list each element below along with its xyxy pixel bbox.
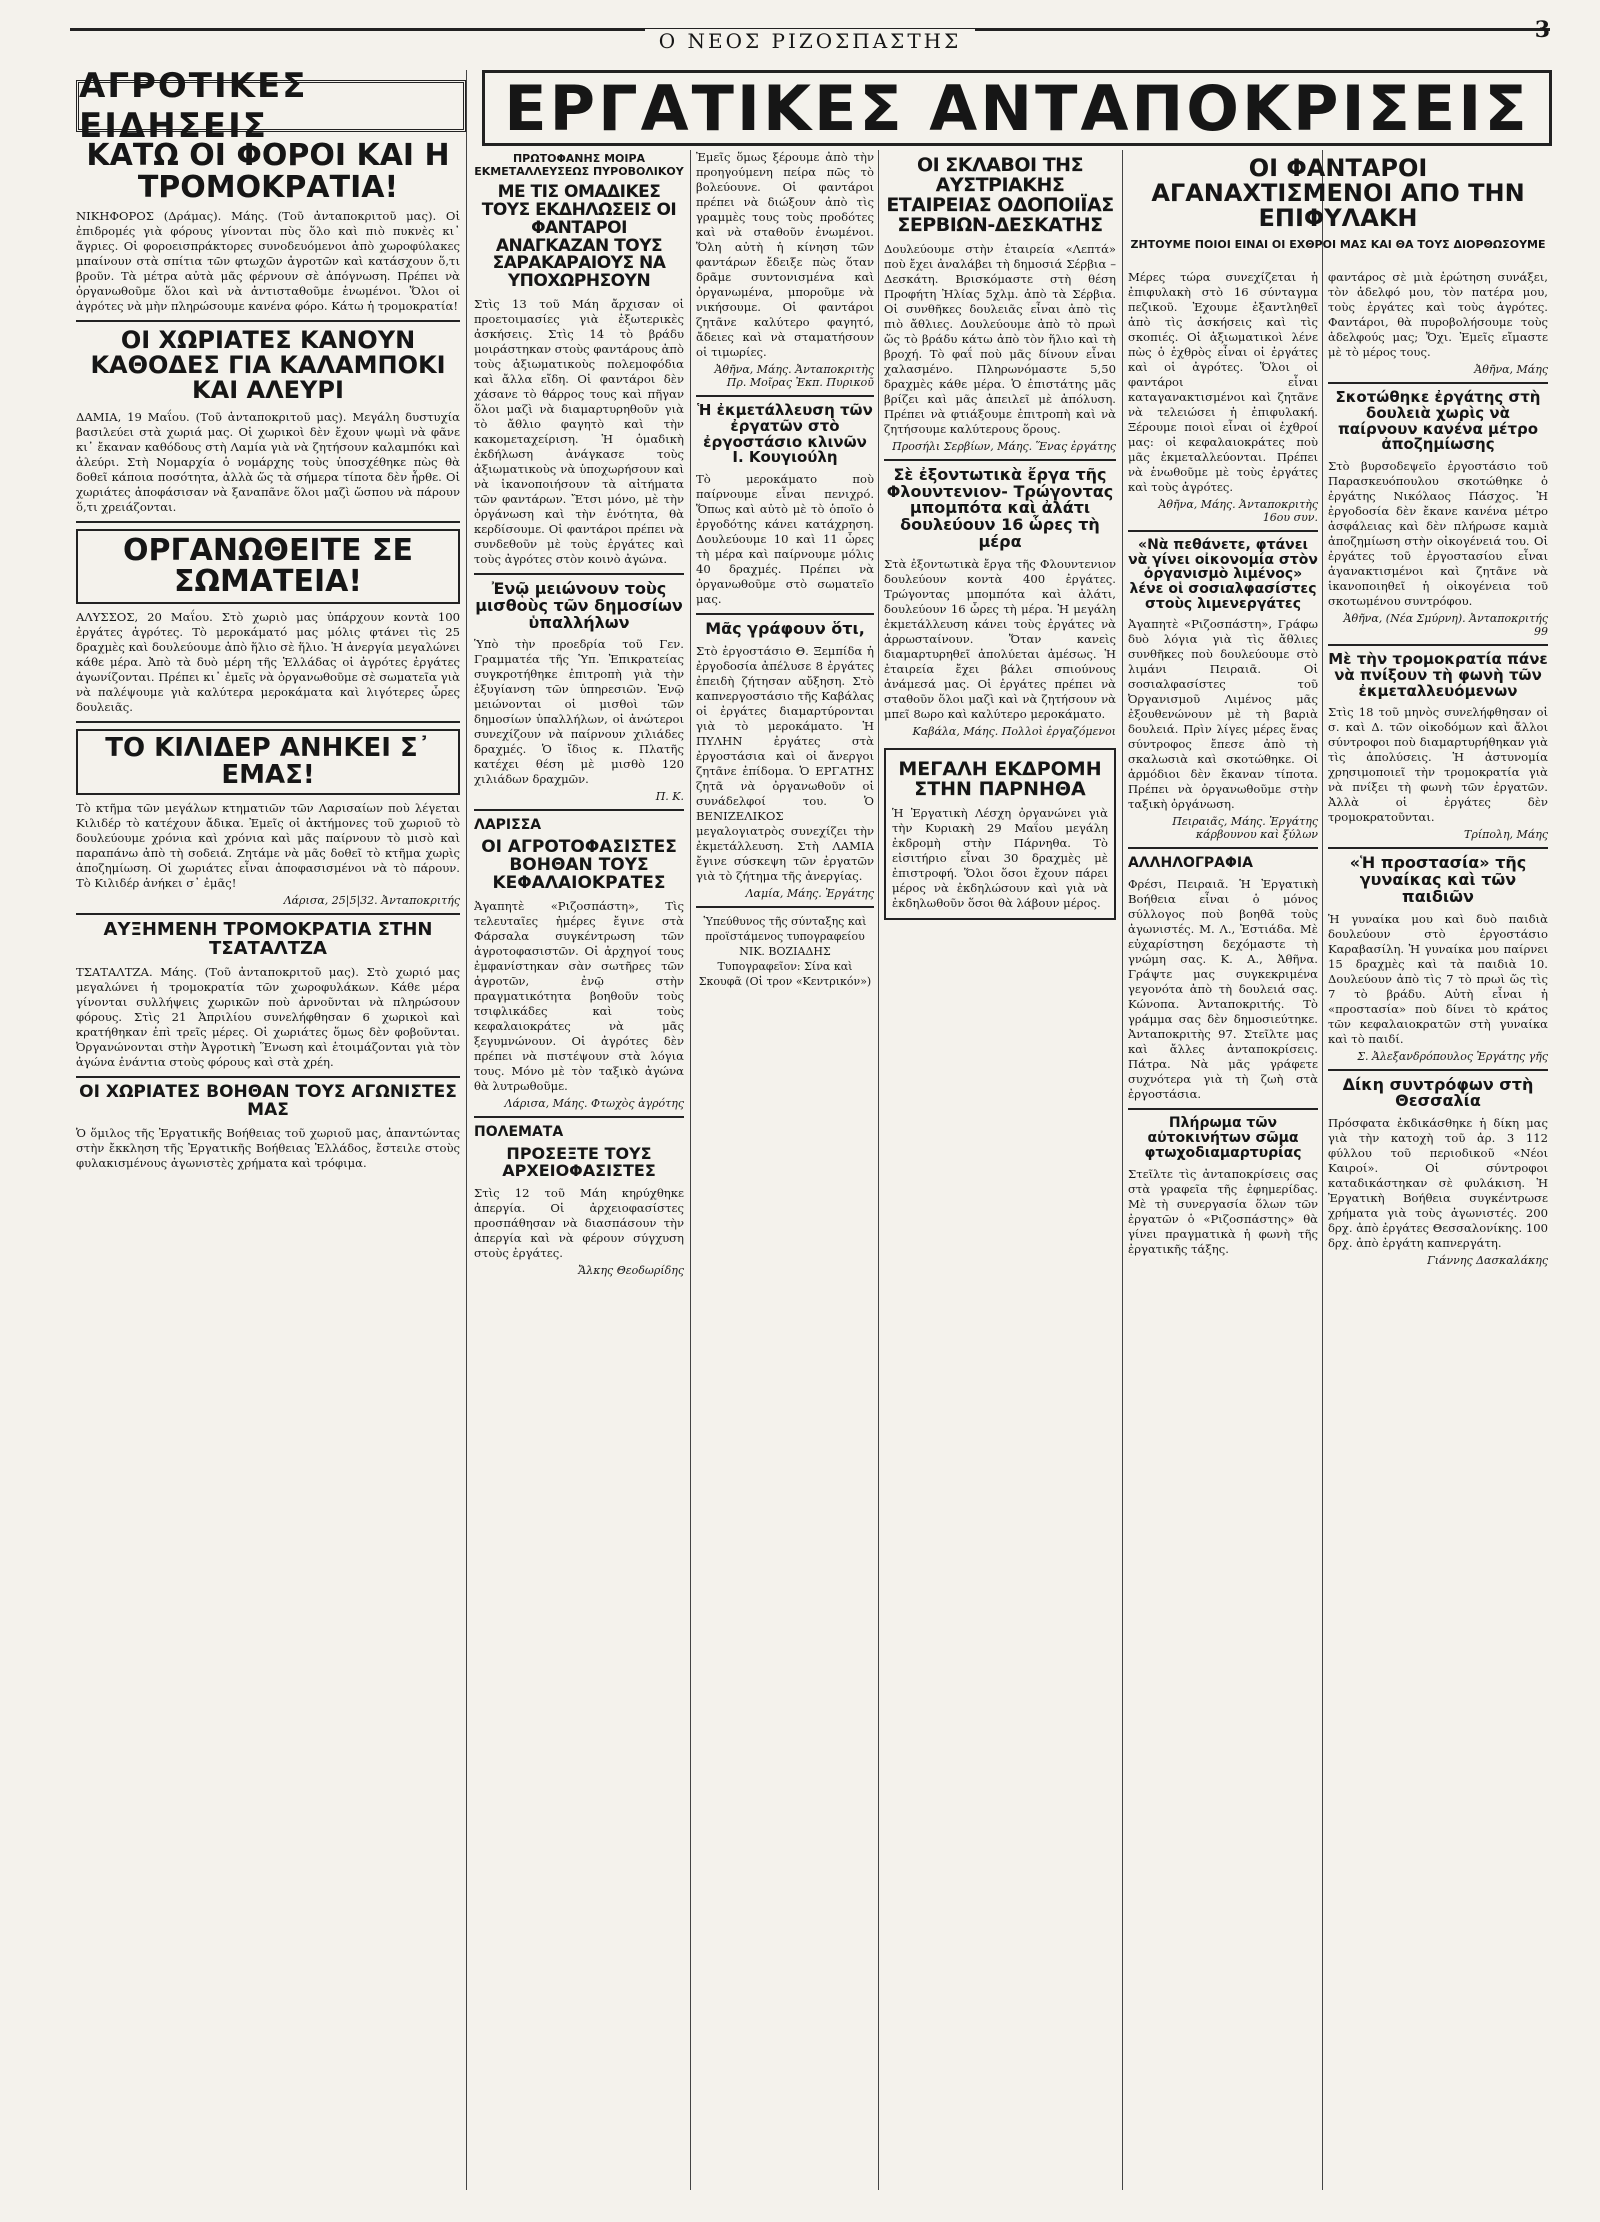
divider — [696, 906, 874, 908]
article-signature: Τρίπολη, Μάης — [1464, 828, 1548, 842]
headline: ΚΑΤΩ ΟΙ ΦΟΡΟΙ ΚΑΙ Η ΤΡΟΜΟΚΡΑΤΙΑ! — [86, 138, 450, 205]
divider — [1328, 1069, 1548, 1071]
headline: ΜΕ ΤΙΣ ΟΜΑΔΙΚΕΣ ΤΟΥΣ ΕΚΔΗΛΩΣΕΙΣ ΟΙ ΦΑΝΤΑΡΟΙ ΑΝΑΓΚΑΖΑΝ ΤΟΥΣ ΣΑΡΑΚΑΡΑΙΟΥΣ ΝΑ ΥΠΟΧΩΡΗΣΟΥΝ — [481, 182, 677, 292]
headline: Μὲ τὴν τρομοκρατία πάνε νὰ πνίξουν τὴ φωνὴ τῶν ἐκμεταλλευόμενων — [1328, 650, 1548, 700]
article-signature: Ἄλκης Θεοδωρίδης — [578, 1263, 684, 1277]
column-5 — [1128, 270, 1318, 2200]
headline: Μᾶς γράφουν ὅτι, — [705, 619, 865, 638]
headline: Σκοτώθηκε ἐργάτης στὴ δουλειὰ χωρὶς νὰ παίρνουν κανένα μέτρο ἀποζημίωσης — [1335, 388, 1541, 454]
headline: Σὲ ἐξοντωτικὰ ἔργα τῆς Φλουντενιον- Τρώγοντας μπομπότα καὶ ἀλάτι δουλεύουν 16 ὧρες τὴ μέρα — [886, 464, 1114, 551]
divider — [1328, 382, 1548, 384]
column-rule — [690, 150, 691, 2190]
divider — [1128, 847, 1318, 849]
divider — [76, 521, 460, 523]
column-rule — [1122, 150, 1123, 2190]
article-text: Τὸ μεροκάματο ποὺ παίρνουμε εἶναι πενιχρό. Ὅπως καὶ αὐτὸ μὲ τὸ ὁποῖο ὁ ἐργοδότης κάνει κατάχρηση. Δουλεύουμε 10 καὶ 11 ὧρες τὴ μέρα καὶ παίρνουμε μόλις 40 δραχμές. Πρέπει νὰ ὀργανωθοῦμε στὸ σωματεῖο μας. — [696, 472, 874, 606]
divider — [1328, 644, 1548, 646]
article-text: Στὸ ἐργοστάσιο Θ. Ξεμπίδα ἡ ἐργοδοσία ἀπέλυσε 8 ἐργάτες ἐπειδὴ ζήτησαν αὔξηση. Στὸ καπνεργοστάσιο τῆς Καβάλας οἱ ἐργάτες διαμαρτύρονται γιὰ τὸ μεροκάματο. Ἡ ΠΥΛΗΝ ἐργάτες στὰ ἐργοστάσια καὶ οἱ ἄνεργοι ζητᾶνε ἐπίδομα. Ὁ ΕΡΓΑΤΗΣ ζητᾶ νὰ ὀργανωθοῦν οἱ συνάδελφοί του. Ὁ ΒΕΝΙΖΕΛΙΚΟΣ μεγαλογιατρὸς συνεχίζει τὴν ἐκμετάλλευση. Στὴ ΛΑΜΙΑ ἔγινε σύσκεψη τῶν ἐργατῶν γιὰ τὸ ζήτημα τῆς ἀνεργίας. — [696, 643, 874, 883]
article-text: Στὶς 18 τοῦ μηνὸς συνελήφθησαν οἱ σ. καὶ Δ. τῶν οἰκοδόμων καὶ ἄλλοι σύντροφοι ποὺ διαμαρτυρήθηκαν γιὰ τὶς ἀπολύσεις. Ἡ ἀστυνομία χρησιμοποιεῖ τὴν τρομοκρατία γιὰ νὰ πνίξει τὴ φωνὴ τῶν ἐργατῶν. Ἀλλὰ οἱ ἐργάτες δὲν τρομοκρατοῦνται. — [1328, 705, 1548, 825]
headline: «Νὰ πεθάνετε, φτάνει νὰ γίνει οἰκονομία στὸν ὀργανισμὸ λιμένος» λένε οἱ σοσιαλφασίστες στοὺς λιμενεργάτες — [1128, 537, 1318, 612]
divider — [76, 721, 460, 723]
divider — [1128, 1108, 1318, 1110]
divider — [884, 459, 1116, 461]
divider — [696, 395, 874, 397]
dateline: ΠΟΛΕΜΑΤΑ — [474, 1123, 564, 1140]
article-text: Στὶς 13 τοῦ Μάη ἄρχισαν οἱ προετοιμασίες γιὰ ἐξωτερικὲς ἀσκήσεις. Στὶς 14 τὸ βράδυ μοιράστηκαν στοὺς φαντάρους ἀπὸ τοὺς ἀξιωματικοὺς πολεμοφόδια καὶ ἄλλα εἴδη. Οἱ φαντάροι δὲν χάσανε τὸ θάρρος τους καὶ πῆγαν ὅλοι μαζὶ νὰ διαμαρτυρηθοῦν γιὰ τὸ ἄθλιο φαγητὸ καὶ τὴν κακομεταχείριση. Ἡ ὁμαδικὴ ἐκδήλωση ἀνάγκασε τοὺς ἀξιωματικοὺς νὰ ὑποχωρήσουν καὶ νὰ ἱκανοποιήσουν τὰ αἰτήματα τῶν φαντάρων. Ἔτσι μόνο, μὲ τὴν ὀργάνωση καὶ τὴν ἑνότητα, θὰ κερδίσουμε. Οἱ φαντάροι πρέπει νὰ συνδεθοῦν μὲ τοὺς ἐργάτες καὶ τοὺς ἀγρότες στὸν κοινὸ ἀγώνα. — [474, 297, 684, 567]
headline: Πλήρωμα τῶν αὐτοκινήτων σῶμα φτωχοδιαμαρτυρίας — [1144, 1115, 1302, 1161]
divider — [696, 613, 874, 615]
article-text: Ὁ ὅμιλος τῆς Ἐργατικῆς Βοήθειας τοῦ χωριοῦ μας, ἀπαντώντας στὴν ἔκκληση τῆς Ἐργατικῆς Βοήθειας Ἑλλάδος, ἔστειλε στοὺς φυλακισμένους ἀγωνιστὲς χρήματα καὶ τρόφιμα. — [76, 1125, 460, 1170]
headline: ΤΟ ΚΙΛΙΔΕΡ ΑΝΗΚΕΙ Σ᾿ ΕΜΑΣ! — [76, 729, 460, 796]
article-text: Ὑπὸ τὴν προεδρία τοῦ Γεν. Γραμματέα τῆς Ὑπ. Ἐπικρατείας συγκροτήθηκε ἐπιτροπὴ γιὰ τὴν ἐξυγίανση τῶν ὑπηρεσιῶν. Ἐνῷ μειώνονται οἱ μισθοὶ τῶν δημοσίων ὑπαλλήλων, οἱ ἀνώτεροι συνεχίζουν νὰ παίρνουν χιλιάδες δραχμές. Ὁ ἴδιος κ. Πλατῆς κατέχει θέση μὲ μισθὸ 120 χιλιάδων δραχμῶν. — [474, 637, 684, 787]
headline: ΑΥΞΗΜΕΝΗ ΤΡΟΜΟΚΡΑΤΙΑ ΣΤΗΝ ΤΣΑΤΑΛΤΖΑ — [103, 919, 433, 960]
kicker: ΠΡΩΤΟΦΑΝΗΣ ΜΟΙΡΑ ΕΚΜΕΤΑΛΛΕΥΣΕΩΣ ΠΥΡΟΒΟΛΙΚΟΥ — [474, 152, 684, 178]
column-4 — [884, 150, 1116, 2200]
column-rule — [466, 70, 467, 2190]
article-text: Πρόσφατα ἐκδικάσθηκε ἡ δίκη μας γιὰ τὴν κατοχὴ τοῦ ἀρ. 3 112 φύλλου τοῦ περιοδικοῦ «Νέοι Καιροί». Οἱ σύντροφοι καταδικάστηκαν σὲ φυλάκιση. Ἡ Ἐργατικὴ Βοήθεια συγκέντρωσε χρήματα γιὰ τοὺς ἀγωνιστές. 200 δρχ. ἀπὸ ἐργάτες Θεσσαλονίκης. 100 δρχ. ἀπὸ ἐργάτη καπνεργάτη. — [1328, 1116, 1548, 1251]
headline: ΟΙ ΣΚΛΑΒΟΙ ΤΗΣ ΑΥΣΤΡΙΑΚΗΣ ΕΤΑΙΡΕΙΑΣ ΟΔΟΠΟΙΪΑΣ ΣΕΡΒΙΩΝ-ΔΕΣΚΑΤΗΣ — [886, 154, 1114, 236]
article-text: Στεῖλτε τὶς ἀνταποκρίσεις σας στὰ γραφεῖα τῆς ἐφημερίδας. Μὲ τὴ συνεργασία ὅλων τῶν ἐργατῶν ὁ «Ριζοσπάστης» θὰ γίνει πραγματικὰ ἡ φωνὴ τῆς ἐργατικῆς τάξης. — [1128, 1166, 1318, 1256]
article-signature: Προσήλι Σερβίων, Μάης. Ἕνας ἐργάτης — [892, 439, 1116, 453]
headline: ΠΡΟΣΕΞΤΕ ΤΟΥΣ ΑΡΧΕΙΟΦΑΣΙΣΤΕΣ — [502, 1143, 656, 1180]
page-number: 3 — [1534, 17, 1550, 43]
excursion-box — [884, 748, 1116, 920]
dateline: ΛΑΡΙΣΣΑ — [474, 817, 542, 834]
headline: Δίκη συντρόφων στὴ Θεσσαλία — [1342, 1074, 1534, 1111]
divider — [1328, 847, 1548, 849]
article-text: Δουλεύουμε στὴν ἑταιρεία «Λεπτά» ποὺ ἔχει ἀναλάβει τὴ δημοσιά Σέρβια – Δεσκάτη. Βρισκόμαστε στὴ θέση Προφήτη Ἠλίας 5χλμ. ἀπὸ τὰ Σέρβια. Οἱ συνθῆκες δουλειᾶς εἶναι ἀπὸ τὶς πιὸ ἄθλιες. Δουλεύουμε ἀπὸ τὸ πρωὶ ὥς τὸ βράδυ κάτω ἀπὸ τὸν ἥλιο καὶ τὴ βροχή. Τὸ φαΐ ποὺ μᾶς δίνουν εἶναι χαλασμένο. Πληρωνόμαστε 5,50 δραχμὲς κάθε μέρα. Ὁ ἐπιστάτης μᾶς βρίζει καὶ μᾶς ἀπειλεῖ μὲ ἀπόλυση. Πρέπει νὰ φτιάξουμε ἐπιτροπὴ καὶ νὰ ζητήσουμε καλύτερους ὅρους. — [884, 241, 1116, 436]
article-text: Φρέσι, Πειραιᾶ. Ἡ Ἐργατικὴ Βοήθεια εἶναι ὁ μόνος σύλλογος ποὺ βοηθᾶ τοὺς ἀγωνιστές. Μ. Λ., Ἐστιάδα. Μὲ εὐχαρίστηση δεχόμαστε τὴ γνώμη σας. Κ. Α., Ἀθῆνα. Γράψτε μας συγκεκριμένα γεγονότα ἀπὸ τὴ δουλειά σας. Κώνοπα. Ἀνταποκριτής. Τὸ γράμμα σας δὲν δημοσιεύτηκε. Ἀνταποκριτὴς 97. Στεῖλτε μας καὶ ἄλλες ἀνταποκρίσεις. Πάτρα. Νὰ μᾶς γράφετε συχνότερα γιὰ τὴ ζωὴ στὰ ἐργοστάσια. — [1128, 877, 1318, 1102]
article-text: Στὰ ἐξοντωτικὰ ἔργα τῆς Φλουντενιον δουλεύουν κοντὰ 400 ἐργάτες. Τρώγοντας μπομπότα καὶ ἀλάτι, δουλεύουν 16 ὧρες τὴ μέρα. Ἡ μεγάλη ἐκμετάλλευση κάνει τοὺς ἐργάτες νὰ ἀρρωσταίνουν. Ὅταν κανεὶς διαμαρτυρηθεῖ ἀπολύεται ἀμέσως. Ἡ ἐταιρεία ἔχει βάλει σπιούνους ἀνάμεσά μας. Οἱ ἐργάτες πρέπει νὰ σταθοῦν ὅλοι μαζὶ καὶ νὰ ζητήσουν νὰ μπεῖ 8ωρο καὶ καλύτερο μεροκάματο. — [884, 556, 1116, 721]
article-signature: Λάρισα, 25|5|32. Ἀνταποκριτής — [283, 894, 460, 908]
article-signature: Σ. Ἀλεξανδρόπουλος Ἐργάτης γῆς — [1357, 1049, 1548, 1063]
article-text: Ἡ γυναίκα μου καὶ δυὸ παιδιὰ δουλεύουν στὸ ἐργοστάσιο Καραβασίλη. Ἡ γυναίκα μου παίρνει 15 δραχμὲς καὶ τὰ παιδιὰ 10. Δουλεύουν ἀπὸ τὶς 7 τὸ πρωὶ ὥς τὶς 7 τὸ βράδυ. Αὐτὴ εἶναι ἡ «προστασία» ποὺ δίνει τὸ κράτος τῶν κεφαλαιοκρατῶν στὴ γυναίκα καὶ τὸ παιδί. — [1328, 911, 1548, 1046]
divider — [76, 1076, 460, 1078]
article-signature: Ἀθῆνα, Μάης. Ἀνταποκριτὴς 16ου συν. — [1158, 498, 1318, 524]
article-signature: Λαμία, Μάης. Ἐργάτης — [745, 886, 874, 900]
article-text: φαντάρος σὲ μιὰ ἐρώτηση συνάξει, τὸν ἀδελφό μου, τὸν πατέρα μου, τοὺς ἐργάτες καὶ τοὺς ἀγρότες. Φαντάροι, θὰ πυροβολήσουμε τοὺς ἀδελφούς μας; Ὄχι. Ἐμεῖς εἴμαστε μὲ τὸ μέρος τους. — [1328, 270, 1548, 359]
article-text: Μέρες τώρα συνεχίζεται ἡ ἐπιφυλακὴ στὸ 16 σύνταγμα πεζικοῦ. Ἐχουμε ἐξαντληθεῖ ἀπὸ τὶς ἀσκήσεις καὶ τὶς σκοπιές. Οἱ ἀξιωματικοὶ λένε πὼς ὁ ἐχθρὸς εἶναι οἱ ἐργάτες καὶ οἱ ἀγρότες. Ὅλοι οἱ φαντάροι εἶναι καταγανακτισμένοι καὶ ζητᾶνε νὰ τελειώσει ἡ ἐπιφυλακή. Ξέρουμε ποιοὶ εἶναι οἱ ἐχθροί μας: οἱ κεφαλαιοκράτες ποὺ μᾶς ἐκμεταλλεύονται. Πρέπει νὰ ἑνωθοῦμε μὲ τοὺς ἐργάτες καὶ τοὺς ἀγρότες. — [1128, 270, 1318, 494]
article-text: ΔΑΜΙΑ, 19 Μαΐου. (Τοῦ ἀνταποκριτοῦ μας). Μεγάλη δυστυχία βασιλεύει στὰ χωριά μας. Οἱ χωρικοὶ δὲν ἔχουν ψωμὶ νὰ φᾶνε κι᾿ ἔκαναν καθόδους στὴ Λαμία γιὰ νὰ ζητήσουν καλαμπόκι καὶ ἀλεύρι. Στὴ Νομαρχία ὁ νομάρχης τοὺς ὑποσχέθηκε πὼς θὰ δοθεῖ κάποια ποσότητα, ἀλλὰ ὥς τὰ σήμερα τίποτα δὲν ἦρθε. Οἱ χωριάτες ἀποφάσισαν νὰ ξαναπᾶνε ὅλοι μαζὶ ὥσπου νὰ πάρουν ὅ,τι χρειάζονται. — [76, 409, 460, 514]
article-text: Τὸ κτῆμα τῶν μεγάλων κτηματιῶν τῶν Λαρισαίων ποὺ λέγεται Κιλιδέρ τὸ κατέχουν ἄδικα. Ἐμεῖς οἱ ἀκτήμονες τοῦ χωριοῦ τὸ δουλεύουμε χρόνια καὶ χρόνια καὶ μᾶς παίρνουν τὸ μισὸ καὶ παραπάνω ἀπὸ τὴ σοδειά. Ζητάμε νὰ μᾶς δοθεῖ τὸ κτῆμα χωρὶς ἀποζημίωση. Οἱ χωριάτες εἶναι ἀποφασισμένοι νὰ τὸ πάρουν. Τὸ Κιλιδέρ ἀνήκει σ᾿ ἐμᾶς! — [76, 801, 460, 891]
article-text: ΑΛΥΣΣΟΣ, 20 Μαΐου. Στὸ χωριὸ μας ὑπάρχουν κοντὰ 100 ἐργάτες ἀγρότες. Τὸ μεροκάματό μας μόλις φτάνει τὶς 25 δραχμὲς καὶ δουλεύουμε ἀπὸ ἥλιο σὲ ἥλιο. Ἡ ἀνεργία μεγαλώνει κάθε μέρα. Ἀπὸ τὰ δυὸ μέρη τῆς Ἑλλάδας οἱ ἀγρότες ἐργάτες ἀγωνίζονται. Πρέπει κι᾿ ἐμεῖς νὰ ὀργανωθοῦμε σὲ σωματεῖα γιὰ νὰ παλέψουμε γιὰ καλύτερα μεροκάματα καὶ λιγότερες ὧρες δουλειᾶς. — [76, 609, 460, 714]
article-text: ΤΣΑΤΑΛΤΖΑ. Μάης. (Τοῦ ἀνταποκριτοῦ μας). Στὸ χωριό μας μεγαλώνει ἡ τρομοκρατία τῶν χωροφυλάκων. Κάθε μέρα γίνονται συλλήψεις χωρικῶν ποὺ ἀρνοῦνται νὰ πληρώσουν φόρους. Στὶς 21 Ἀπριλίου συνελήφθησαν 6 χωρικοὶ καὶ κρατήθηκαν ἐπὶ τρεῖς μέρες. Οἱ χωριάτες ὅμως δὲν φοβοῦνται. Ὀργανώνονται στὴν Ἀγροτικὴ Ἕνωση καὶ ἑτοιμάζονται γιὰ τὸν ἀγώνα ἐνάντια στοὺς φόρους καὶ στὰ χρέη. — [76, 964, 460, 1069]
headline: ΜΕΓΑΛΗ ΕΚΔΡΟΜΗ ΣΤΗΝ ΠΑΡΝΗΘΑ — [898, 757, 1102, 800]
article-signature: Ἀθῆνα, Μάης — [1474, 363, 1548, 376]
article-signature: Ἀθῆνα, (Νέα Σμύρνη). Ἀνταποκριτής 99 — [1343, 612, 1548, 638]
headline: «Ἡ προστασία» τῆς γυναίκας καὶ τῶν παιδιῶν — [1349, 853, 1527, 906]
article-text: Στὶς 12 τοῦ Μάη κηρύχθηκε ἀπεργία. Οἱ ἀρχειοφασίστες προσπάθησαν νὰ διασπάσουν τὴν ἀπεργία καὶ νὰ φέρουν σύγχυση στοὺς ἐργάτες. — [474, 1185, 684, 1260]
masthead-strip — [70, 17, 1550, 53]
headline: ΟΙ ΦΑΝΤΑΡΟΙ ΑΓΑΝΑΧΤΙΣΜΕΝΟΙ ΑΠΟ ΤΗΝ ΕΠΙΦΥΛΑΚΗ — [1151, 154, 1525, 233]
subheadline: ΖΗΤΟΥΜΕ ΠΟΙΟΙ ΕΙΝΑΙ ΟΙ ΕΧΘΡΟΙ ΜΑΣ ΚΑΙ ΘΑ ΤΟΥΣ ΔΙΟΡΘΩΣΟΥΜΕ — [1130, 237, 1546, 251]
divider — [474, 1116, 684, 1118]
divider — [1128, 530, 1318, 532]
column-rule — [878, 150, 879, 2190]
column-3 — [696, 150, 874, 2200]
divider — [76, 320, 460, 322]
section-header-ergatikes — [482, 70, 1552, 146]
article-text: Ἐμεῖς ὅμως ξέρουμε ἀπὸ τὴν προηγούμενη πείρα πῶς τὸ βολεύουνε. Οἱ φαντάροι πρέπει νὰ διώξουν ἀπὸ τὶς γραμμὲς τους τοὺς προδότες καὶ νὰ σταθοῦν ἑνωμένοι. Ὅλη αὐτὴ ἡ κίνηση τῶν φαντάρων ἔδειξε πὼς ὅταν δρᾶμε συντονισμένα καὶ ὀργανωμένα, μποροῦμε νὰ νικήσουμε. Οἱ φαντάροι ζητᾶνε καλύτερο φαγητό, ἄδειες καὶ νὰ σταματήσουν οἱ τιμωρίες. — [696, 150, 874, 359]
headline: Ἡ ἐκμετάλλευση τῶν ἐργατῶν στὸ ἐργοστάσιο κλινῶν Ι. Κουγιούλη — [697, 401, 873, 467]
column-2 — [474, 150, 684, 2200]
divider — [474, 809, 684, 811]
article-text: Ἀγαπητὲ «Ριζοσπάστη», Τὶς τελευταῖες ἡμέρες ἔγινε στὰ Φάρσαλα συγκέντρωση τῶν ἀγροτοφασιστῶν. Οἱ ἀρχηγοί τους ἐμφανίστηκαν σὰν σωτῆρες τῶν ἀγροτῶν, ἐνῷ στὴν πραγματικότητα βοηθοῦν τοὺς τσιφλικάδες καὶ τοὺς κεφαλαιοκράτες νὰ μᾶς ξεγυμνώνουν. Οἱ ἀγρότες δὲν πρέπει νὰ πιστέψουν στὰ λόγια τους. Μόνο μὲ τὸν ταξικὸ ἀγώνα θὰ λυτρωθοῦμε. — [474, 898, 684, 1093]
column-agrotikes — [76, 134, 460, 2194]
headline: ΟΡΓΑΝΩΘΕΙΤΕ ΣΕ ΣΩΜΑΤΕΙΑ! — [76, 529, 460, 604]
section-header-ergatikes-text: ΕΡΓΑΤΙΚΕΣ ΑΝΤΑΠΟΚΡΙΣΕΙΣ — [504, 71, 1530, 145]
column-6 — [1328, 270, 1548, 2200]
headline: ΟΙ ΑΓΡΟΤΟΦΑΣΙΣΤΕΣ ΒΟΗΘΑΝ ΤΟΥΣ ΚΕΦΑΛΑΙΟΚΡΑΤΕΣ — [481, 837, 677, 894]
article-signature: Λάρισα, Μάης. Φτωχὸς ἀγρότης — [504, 1096, 684, 1110]
divider — [76, 913, 460, 915]
article-text: Ἀγαπητὲ «Ριζοσπάστη», Γράφω δυὸ λόγια γιὰ τὶς ἄθλιες συνθῆκες ποὺ δουλεύουμε στὸ λιμάνι Πειραιᾶ. Οἱ σοσιαλφασίστες τοῦ Ὀργανισμοῦ Λιμένος μᾶς ἐξουθενώνουν μὲ τὴ βαριὰ δουλειά. Πρὶν λίγες μέρες ἕνας σύντροφος ἔπεσε ἀπὸ τὴ σκαλωσιὰ καὶ σκοτώθηκε. Οἱ ἀρμόδιοι δὲν ἔκαναν τίποτα. Πρέπει νὰ ὀργανωθοῦμε στὴν ταξικὴ ὀργάνωση. — [1128, 617, 1318, 812]
headline: ΟΙ ΧΩΡΙΑΤΕΣ ΚΑΝΟΥΝ ΚΑΘΟΔΕΣ ΓΙΑ ΚΑΛΑΜΠΟΚΙ ΚΑΙ ΑΛΕΥΡΙ — [90, 326, 446, 405]
divider — [474, 573, 684, 575]
section-header-agrotikes: ΑΓΡΟΤΙΚΕΣ ΕΙΔΗΣΕΙΣ — [76, 80, 466, 132]
article-signature: Γιάννης Δασκαλάκης — [1427, 1254, 1548, 1268]
headline: ΟΙ ΧΩΡΙΑΤΕΣ ΒΟΗΘΑΝ ΤΟΥΣ ΑΓΩΝΙΣΤΕΣ ΜΑΣ — [79, 1081, 457, 1120]
article-signature: Καβάλα, Μάης. Πολλοὶ ἐργαζόμενοι — [912, 724, 1116, 738]
article-signature: Ἀθῆνα, Μάης. Ἀνταποκριτὴς Πρ. Μοῖρας Ἐκπ. Πυρικοῦ — [714, 363, 874, 389]
dateline: ΑΛΛΗΛΟΓΡΑΦΙΑ — [1128, 855, 1253, 872]
article-signature: Π. Κ. — [655, 790, 684, 804]
article-text: Στὸ βυρσοδεψεῖο ἐργοστάσιο τοῦ Παρασκευόπουλου σκοτώθηκε ὁ ἐργάτης Νικόλαος Πάσχος. Ἡ ἐργοδοσία δὲν ἔκανε κανένα μέτρο ἀσφάλειας καὶ δὲν πλήρωσε καμιὰ ἀποζημίωση στὴν οἰκογένειά του. Οἱ ἐργάτες τοῦ ἐργοστασίου εἶναι ἀγανακτισμένοι καὶ ζητᾶνε νὰ ἱκανοποιηθεῖ ἡ οἰκογένεια τοῦ σκοτωμένου συντρόφου. — [1328, 459, 1548, 608]
printer-imprint: Ὑπεύθυνος τῆς σύνταξης καὶ προϊστάμενος τυπογραφείου ΝΙΚ. ΒΟΖΙΑΔΗΣ Τυπογραφεῖον: Σίνα καὶ Σκουφᾶ (Οἰ τρον «Κεντρικόν») — [698, 914, 872, 988]
article-text: ΝΙΚΗΦΟΡΟΣ (Δράμας). Μάης. (Τοῦ ἀνταποκριτοῦ μας). Οἱ ἐπιδρομές γιὰ φόρους γίνονται πὺς ὅλο καὶ πιὸ πυκνὲς κι᾿ ἄγριες. Οἱ φοροεισπράκτορες συνοδευόμενοι ἀπὸ χωροφύλακες μπαίνουν στὰ σπίτια τῶν φτωχῶν ἀγροτῶν καὶ κατάσχουν ὅ,τι βροῦν. Τὰ μέτρα αὐτὰ μᾶς φέρνουν σὲ ἀπόγνωση. Πρέπει νὰ ὀργανωθοῦμε ὅλοι καὶ νὰ ἀντισταθοῦμε ἑνωμένοι. Ὅλοι οἱ ἀγρότες νὰ μὴν πληρώσουμε κανένα φόρο. Κάτω ἡ τρομοκρατία! — [76, 209, 460, 313]
masthead-title: Ο ΝΕΟΣ ΡΙΖΟΣΠΑΣΤΗΣ — [645, 29, 976, 53]
headline: Ἐνῷ μειώνουν τοὺς μισθοὺς τῶν δημοσίων ὑπαλλήλων — [475, 579, 683, 632]
article-text: Ἡ Ἐργατικὴ Λέσχη ὀργανώνει γιὰ τὴν Κυριακὴ 29 Μαΐου μεγάλη ἐκδρομὴ στὴν Πάρνηθα. Τὸ εἰσιτήριο εἶναι 30 δραχμὲς μὲ ἐπιστροφή. Ὅλοι ὅσοι ἔχουν πάρει μέρος νὰ ἐκδηλώσουν καὶ γιὰ νὰ ἐκδηλωθοῦν ὅσοι θὰ λάβουν μέρος. — [892, 805, 1108, 910]
article-signature: Πειραιᾶς, Μάης. Ἐργάτης κάρβουνου καὶ ξύλων — [1172, 815, 1318, 842]
